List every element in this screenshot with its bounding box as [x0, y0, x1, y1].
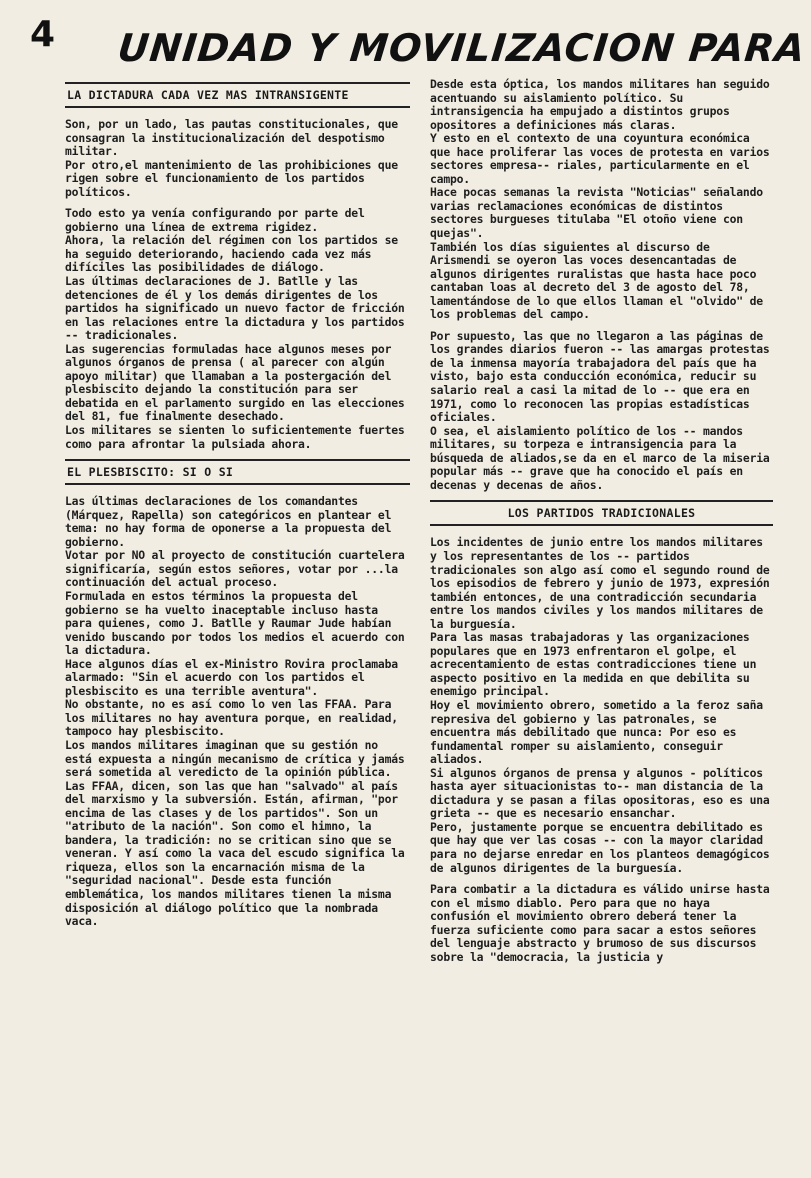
right-column [430, 78, 773, 964]
section-title-plesbiscito: EL PLESBISCITO: SI O SI [65, 459, 410, 485]
paragraph: Por supuesto, las que no llegaron a las páginas de los grandes diarios fueron -- las amargas protestas de la inmensa mayoría trabajadora del país que ha visto, bajo esta conducción económica, reducir su salario real a casi la mitad de lo -- que era en 1971, como lo reconocen las propias estadísticas oficiales. [430, 328, 770, 425]
paragraph: Y esto en el contexto de una coyuntura económica que hace proliferar las voces de protesta en varios sectores empresa-- riales, particularmente en el campo. [430, 131, 770, 186]
paragraph: Para las masas trabajadoras y las organizaciones populares que en 1973 enfrentaron el golpe, el acrecentamiento de estas contradicciones tiene un aspecto positivo en la medida en que debilita su enemigo principal. [430, 630, 757, 699]
paragraph: Hace pocas semanas la revista "Noticias" señalando varias reclamaciones económicas de distintos sectores burgueses titulaba "El otoño viene con quejas". [430, 185, 763, 241]
paragraph: Ahora, la relación del régimen con los partidos se ha seguido deteriorando, haciendo cada vez más difíciles las posibilidades de diálogo. [65, 233, 398, 275]
page-headline: UNIDAD Y MOVILIZACION PARA [115, 26, 808, 70]
paragraph: Pero, justamente porque se encuentra debilitado es que hay que ver las cosas -- con la mayor claridad para no dejarse enredar en los planteos demagógicos de algunos dirigentes de la burguesía. [430, 819, 770, 875]
paragraph: Hoy el movimiento obrero, sometido a la feroz saña represiva del gobierno y las patronales, se encuentra más debilitado que nunca: Por eso es fundamental romper su aislamiento, conseguir aliados. [430, 697, 763, 767]
paragraph: Votar por NO al proyecto de constitución cuartelera significaría, según estos señores, votar por ...la continuación del actual proceso. [65, 548, 405, 590]
paragraph: Si algunos órganos de prensa y algunos - políticos hasta ayer situacionistas to-- man distancia de la dictadura y se pasan a filas opositoras, eso es una grieta -- que es necesario ensanchar. [430, 765, 770, 821]
paragraph: Las FFAA, dicen, son las que han "salvado" al país del marxismo y la subversión. Están, afirman, "por encima de las clases y de los partidos". Son un "atributo de la nación". Son como el himno, la bandera, la tradición: no se critican sino que se veneran. Y así como la vaca del escudo significa la riqueza, ellos son la encarnación misma de la "seguridad nacional". Desde esta función emblemática, los mandos militares tienen la misma disposición al diálogo político que la nombrada vaca. [65, 778, 405, 929]
paragraph: Los mandos militares imaginan que su gestión no está expuesta a ningún mecanismo de crítica y jamás será sometida al veredicto de la opinión pública. [65, 737, 405, 780]
paragraph: Los incidentes de junio entre los mandos militares y los representantes de los -- partidos tradicionales son algo así como el segundo round de los episodios de febrero y junio de 1973, expresión también entonces, de una contradicción secundaria entre los mandos civiles y los mandos militares de la burguesía. [430, 535, 770, 631]
paragraph: Los militares se sienten lo suficientemente fuertes como para afrontar la pulsiada ahora. [65, 423, 405, 451]
paragraph: Hace algunos días el ex-Ministro Rovira proclamaba alarmado: "Sin el acuerdo con los partidos el plesbiscito es una terrible aventura". [65, 656, 398, 698]
paragraph: Son, por un lado, las pautas constitucionales, que consagran la institucionalización del despotismo militar. [65, 117, 398, 159]
paragraph: También los días siguientes al discurso de Arismendi se oyeron las voces desencantadas de algunos dirigentes ruralistas que hasta hace poco cantaban loas al decreto del 3 de agosto del 78, lamentándose de lo que ellos llaman el "olvido" de los problemas del campo. [430, 239, 763, 322]
paragraph: Para combatir a la dictadura es válido unirse hasta con el mismo diablo. Pero para que no haya confusión el movimiento obrero deberá tener la fuerza suficiente como para sacar a estos señores del lenguaje abstracto y brumoso de sus discursos sobre la "democracia, la justicia y [430, 882, 770, 964]
paragraph: Las sugerencias formuladas hace algunos meses por algunos órganos de prensa ( al parecer con algún apoyo militar) que llamaban a la postergación del plesbiscito dejando la constitución para ser debatida en el parlamento surgido en las elecciones del 81, fue finalmente desechado. [65, 341, 405, 424]
paragraph: O sea, el aislamiento político de los -- mandos militares, su torpeza e intransigencia para la búsqueda de aliados,se da en el marco de la miseria popular más -- grave que ha conocido el país en decenas y decenas de años. [430, 423, 770, 492]
paragraph: Por otro,el mantenimiento de las prohibiciones que rigen sobre el funcionamiento de los partidos políticos. [65, 157, 398, 199]
section-title-dictadura: LA DICTADURA CADA VEZ MAS INTRANSIGENTE [65, 82, 410, 108]
paragraph: Desde esta óptica, los mandos militares han seguido acentuando su aislamiento político. Su intransigencia ha empujado a distintos grupos opositores a definiciones más claras. [430, 77, 770, 132]
paragraph: Las últimas declaraciones de J. Batlle y las detenciones de él y los demás dirigentes de los partidos ha significado un nuevo factor de fricción en las relaciones entre la dictadura y los partidos -- tradicionales. [65, 274, 405, 343]
section-title-partidos: LOS PARTIDOS TRADICIONALES [430, 500, 773, 526]
paragraph: No obstante, no es así como lo ven las FFAA. Para los militares no hay aventura porque, en realidad, tampoco hay plesbiscito. [65, 697, 398, 739]
paragraph: Todo esto ya venía configurando por parte del gobierno una línea de extrema rigidez. [65, 206, 365, 234]
page-number: 4 [30, 14, 56, 55]
paragraph: Las últimas declaraciones de los comandantes (Márquez, Rapella) son categóricos en plantear el tema: no hay forma de oponerse a la propuesta del gobierno. [65, 494, 392, 549]
paragraph: Formulada en estos términos la propuesta del gobierno se ha vuelto inaceptable incluso hasta para quienes, como J. Batlle y Raumar Jude habían venido buscando por todos los medios el acuerdo con la dictadura. [65, 588, 405, 658]
left-column [65, 82, 410, 929]
